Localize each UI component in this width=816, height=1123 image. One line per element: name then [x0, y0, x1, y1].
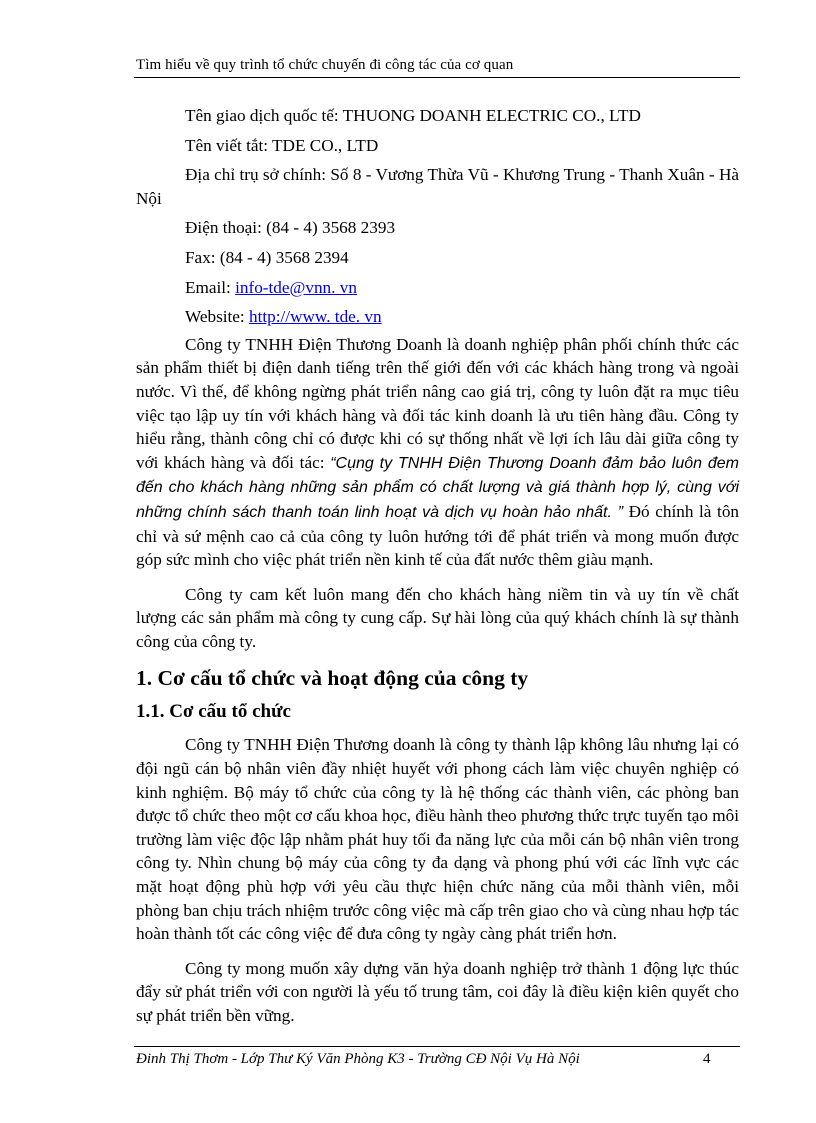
paragraph-culture: Công ty mong muốn xây dựng văn hỷa doanh nghiệp trở thành 1 động lực thúc đẩy sử phát triển với con người là yếu tố trung tâm, coi đây là điều kiện kiên quyết cho sự phát triển bền vững. [136, 958, 739, 1025]
paragraph-structure: Công ty TNHH Điện Thương doanh là công ty thành lập không lâu nhưng lại có đội ngũ cán bộ nhân viên đầy nhiệt huyết với phong cách làm việc chuyên nghiệp có kinh nghiệm. Bộ máy tổ chức của công ty là hệ thống các thành viên, các phòng ban được tổ chức theo một cơ cấu khoa học, điều hành theo phương thức trực tuyến tạo môi trường làm việc độc lập nhằm phát huy tối đa năng lực của mỗi cán bộ nhân viên trong công ty. Nhìn chung bộ máy của công ty đa dạng và phong phú với các lĩnh vực các mặt hoạt động phù hợp với yêu cầu thực hiện chức năng của mỗi thành viên, mỗi phòng ban chịu trách nhiệm trước công việc mà cấp trên giao cho và cùng nhau hợp tác hoàn thành tốt các công việc để đưa công ty ngày càng phát triển hơn. [136, 735, 739, 944]
paragraph-intro [136, 333, 739, 572]
header-divider [134, 77, 740, 78]
address-line: Địa chỉ trụ sở chính: Số 8 - Vương Thừa Vũ - Khương Trung - Thanh Xuân - Hà Nội [136, 165, 739, 208]
section-heading: 1. Cơ cấu tổ chức và hoạt động của công ty [136, 666, 529, 691]
email-line [136, 276, 739, 300]
header-title: Tìm hiểu về quy trình tổ chức chuyến đi công tác của cơ quan [136, 57, 514, 73]
company-motto-quote: “Cụng ty TNHH Điện Thương Doanh đảm bảo luôn đem đến cho khách hàng những sản phẩm có chất lượng và giá thành hợp lý, cùng với những chính sách thanh toán linh hoạt và dịch vụ hoàn hảo nhất. ” [136, 454, 740, 521]
page-number: 4 [703, 1051, 711, 1067]
intro-text: Công ty TNHH Điện Thương Doanh là doanh nghiệp phân phối chính thức các sản phẩm thiết bị điện danh tiếng trên thế giới đến với các khách hàng trong và ngoài nước. Vì thế, để không ngừng phát triển nâng cao giá trị, công ty luôn đặt ra mục tiêu việc tạo lập uy tín với khách hàng và đối tác kinh doanh là ưu tiên hàng đầu. Công ty hiểu rằng, thành công chỉ có được khi có sự thống nhất về lợi ích lâu dài giữa công ty với khách hàng và đối tác: [136, 334, 739, 472]
intro-text-end: Đó chính là tôn chỉ và sứ mệnh cao cả của công ty luôn hướng tới để phát triển và mong muốn được góp sức mình cho việc phát triển nền kinh tế của đất nước thêm giàu mạnh. [136, 501, 740, 570]
footer-divider [134, 1046, 740, 1047]
footer-author: Đinh Thị Thơm - Lớp Thư Ký Văn Phòng K3 - Trường CĐ Nội Vụ Hà Nội [136, 1051, 580, 1067]
website-line [136, 305, 739, 329]
email-label: Email: [185, 277, 236, 297]
fax-line: Fax: (84 - 4) 3568 2394 [185, 247, 349, 267]
intl-name-line: Tên giao dịch quốc tế: THUONG DOANH ELECTRIC CO., LTD [185, 106, 641, 125]
document-body [136, 104, 739, 1039]
subsection-heading: 1.1. Cơ cấu tổ chức [136, 701, 291, 723]
short-name-line: Tên viết tắt: TDE CO., LTD [185, 135, 379, 155]
website-label: Website: [185, 307, 250, 327]
phone-line: Điện thoại: (84 - 4) 3568 2393 [185, 218, 396, 238]
email-link[interactable]: info-tde@vnn. vn [235, 277, 357, 297]
paragraph-commitment: Công ty cam kết luôn mang đến cho khách hàng niềm tin và uy tín về chất lượng các sản phẩm mà công ty cung cấp. Sự hài lòng của quý khách chính là sự thành công của công ty. [136, 584, 739, 651]
website-link[interactable]: http://www. tde. vn [249, 307, 382, 327]
